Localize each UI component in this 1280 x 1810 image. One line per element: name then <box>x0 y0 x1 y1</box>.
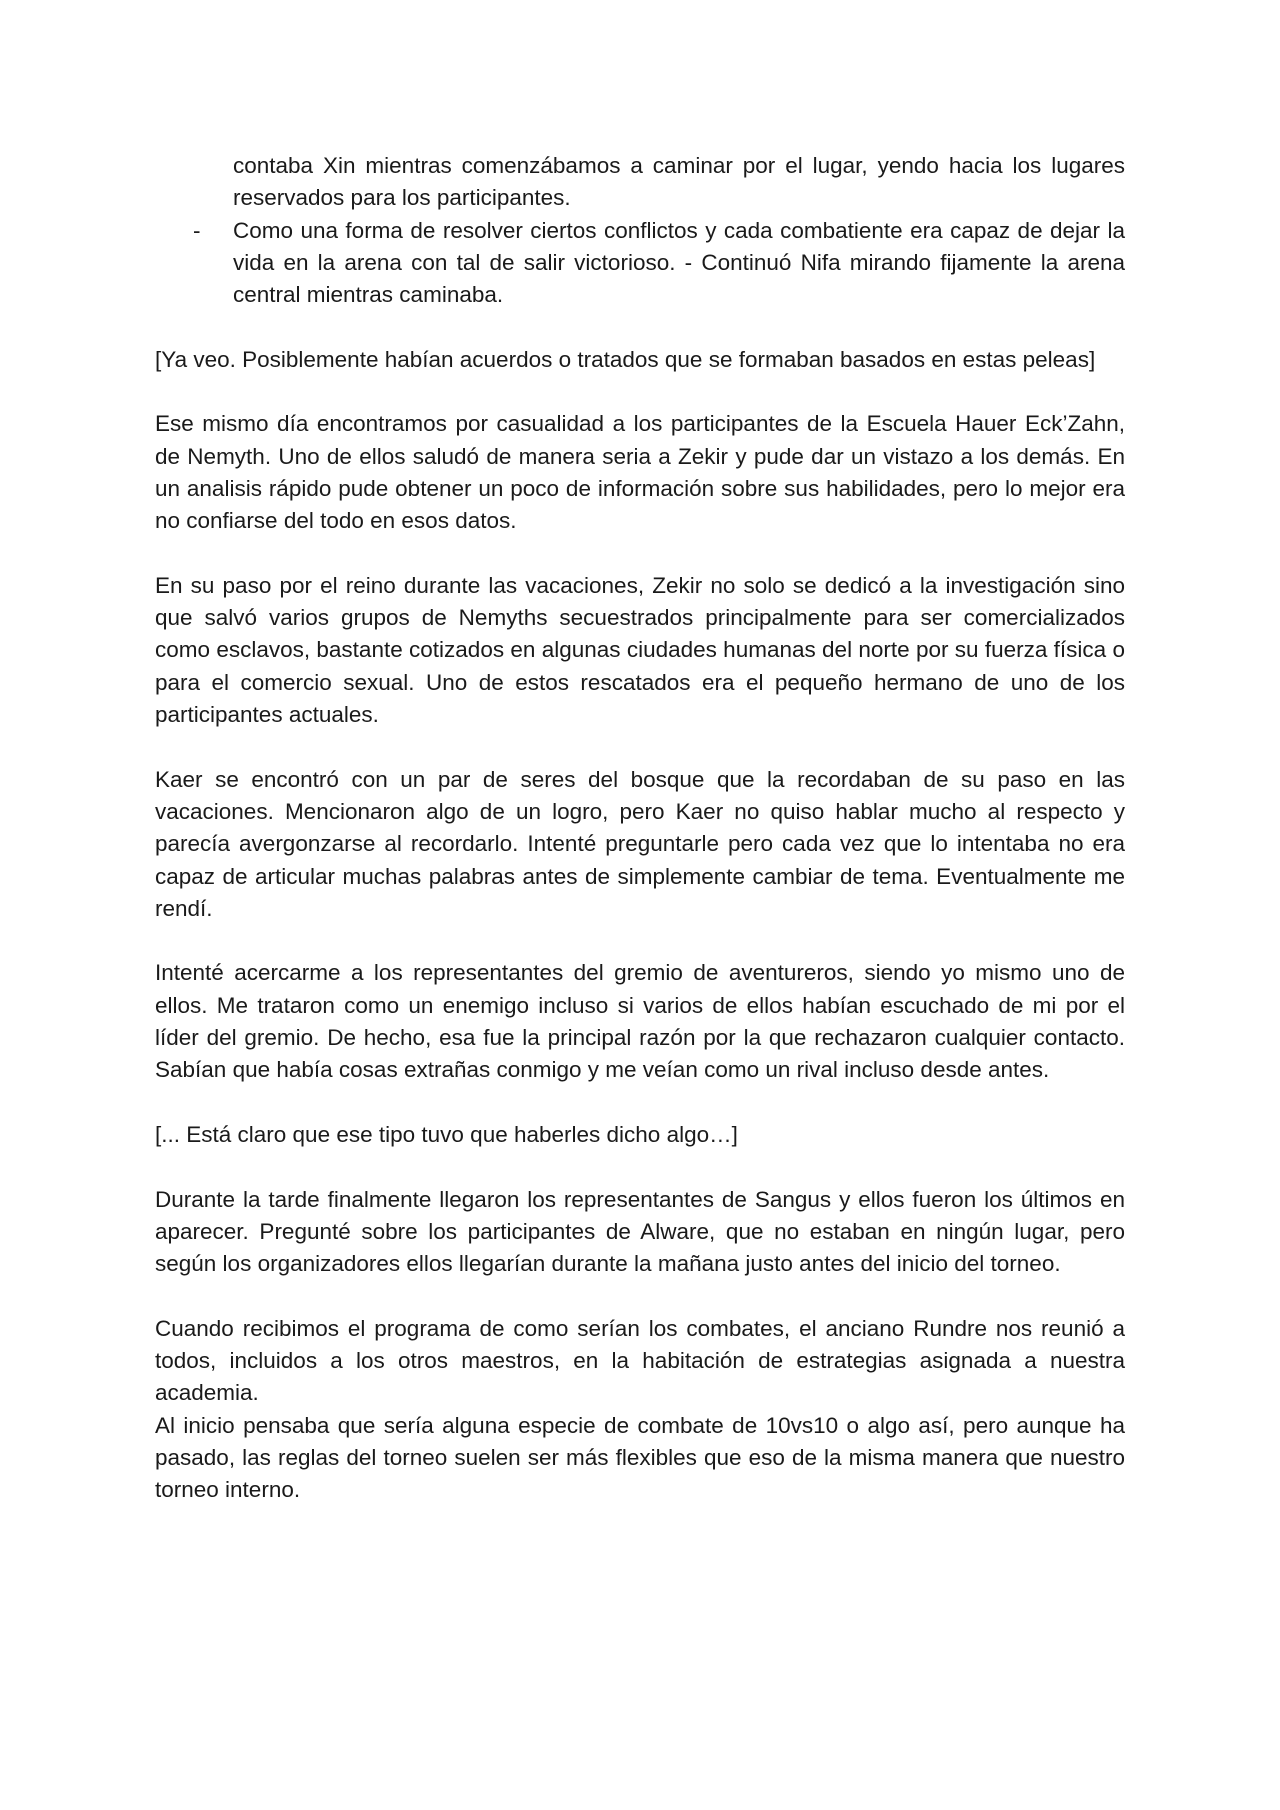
document-page <box>155 150 1125 1539</box>
paragraph-spacer <box>155 311 1125 343</box>
paragraph: Al inicio pensaba que sería alguna especie de combate de 10vs10 o algo así, pero aunque ha pasado, las reglas del torneo suelen ser más flexibles que eso de la misma manera que nuestro torneo interno. <box>155 1412 1125 1503</box>
paragraph: Intenté acercarme a los representantes del gremio de aventureros, siendo yo mismo uno de ellos. Me trataron como un enemigo incluso si varios de ellos habían escuchado de mi por el líder del gremio. De hecho, esa fue la principal razón por la que rechazaron cualquier contacto. Sabían que había cosas extrañas conmigo y me veían como un rival incluso desde antes. <box>155 960 1125 1083</box>
paragraph: Kaer se encontró con un par de seres del bosque que la recordaban de su paso en las vacaciones. Mencionaron algo de un logro, pero Kaer no quiso hablar mucho al respecto y parecía avergonzarse al recordarlo. Intenté preguntarle pero cada vez que lo intentaba no era capaz de articular muchas palabras antes de simplemente cambiar de tema. Eventualmente me rendí. <box>155 766 1125 921</box>
paragraph: [... Está claro que ese tipo tuvo que haberles dicho algo…] <box>155 1121 738 1147</box>
paragraph: Durante la tarde finalmente llegaron los representantes de Sangus y ellos fueron los últimos en aparecer. Pregunté sobre los participantes de Alware, que no estaban en ningún lugar, pero según los organizadores ellos llegarían durante la mañana justo antes del inicio del torneo. <box>155 1186 1125 1277</box>
paragraph: [Ya veo. Posiblemente habían acuerdos o tratados que se formaban basados en estas peleas] <box>155 346 1096 372</box>
dialogue-line <box>155 215 1125 312</box>
paragraph: Ese mismo día encontramos por casualidad a los participantes de la Escuela Hauer Eck’Zahn, de Nemyth. Uno de ellos saludó de manera seria a Zekir y pude dar un vistazo a los demás. En un analisis rápido pude obtener un poco de información sobre sus habilidades, pero lo mejor era no confiarse del todo en esos datos. <box>155 411 1125 534</box>
dialogue-text: Como una forma de resolver ciertos conflictos y cada combatiente era capaz de dejar la vida en la arena con tal de salir victorioso. - Continuó Nifa mirando fijamente la arena central mientras caminaba. <box>233 217 1125 308</box>
dialogue-dash: - <box>193 217 201 243</box>
dialogue-line <box>155 150 1125 215</box>
paragraph: En su paso por el reino durante las vacaciones, Zekir no solo se dedicó a la investigación sino que salvó varios grupos de Nemyths secuestrados principalmente para ser comercializados como esclavos, bastante cotizados en algunas ciudades humanas del norte por su fuerza física o para el comercio sexual. Uno de estos rescatados era el pequeño hermano de uno de los participantes actuales. <box>155 572 1125 728</box>
dialogue-text: contaba Xin mientras comenzábamos a caminar por el lugar, yendo hacia los lugares reservados para los participantes. <box>233 153 1125 211</box>
paragraph: Cuando recibimos el programa de como serían los combates, el anciano Rundre nos reunió a todos, incluidos a los otros maestros, en la habitación de estrategias asignada a nuestra academia. <box>155 1315 1125 1406</box>
